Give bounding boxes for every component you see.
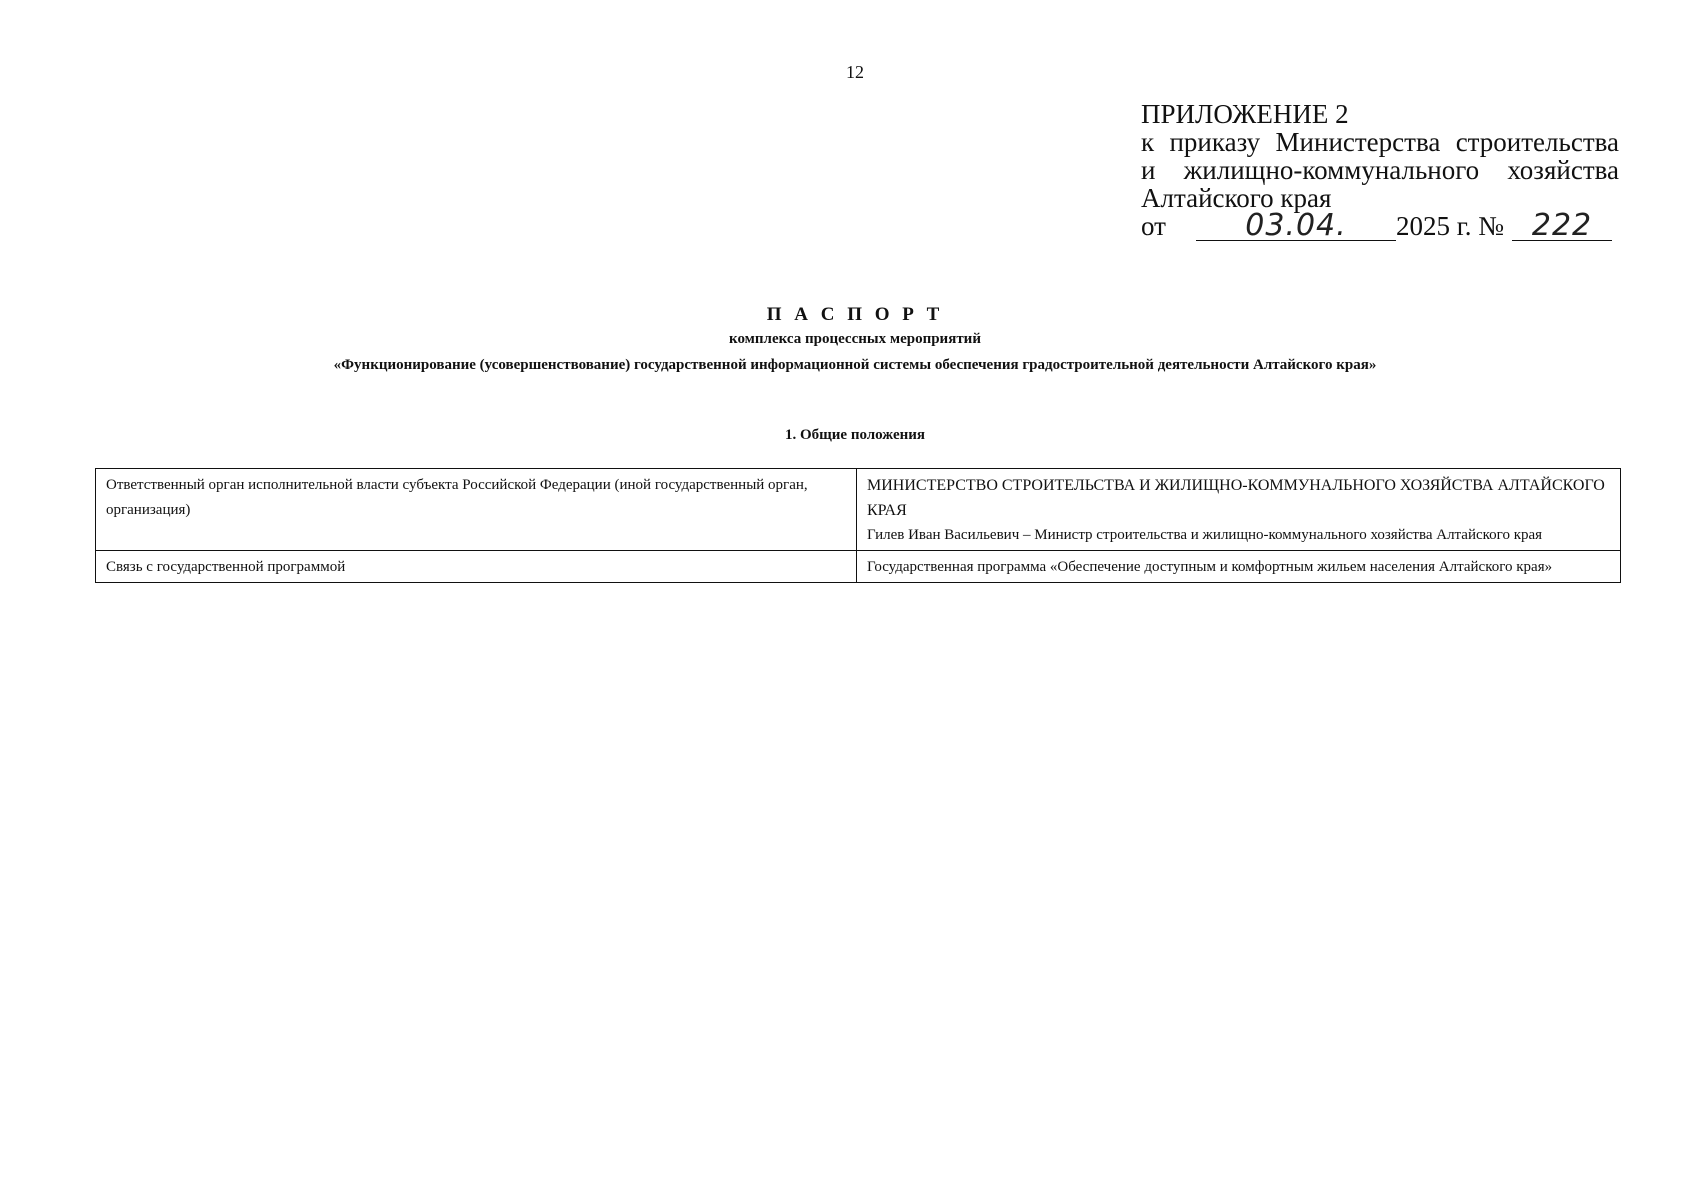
passport-subtitle: комплекса процессных мероприятий xyxy=(729,331,981,347)
table-row xyxy=(96,551,1621,583)
appendix-line-1: к приказу Министерства строительства xyxy=(1141,127,1619,157)
year-and-number-label: 2025 г. № xyxy=(1395,211,1504,241)
row-label: Связь с государственной программой xyxy=(106,559,346,575)
appendix-title: ПРИЛОЖЕНИЕ 2 xyxy=(1141,99,1349,129)
general-provisions-table xyxy=(95,468,1621,583)
appendix-block xyxy=(1141,100,1619,241)
table-cell-label xyxy=(96,469,857,551)
row-value-main: МИНИСТЕРСТВО СТРОИТЕЛЬСТВА И ЖИЛИЩНО-КОММУНАЛЬНОГО ХОЗЯЙСТВА АЛТАЙСКОГО КРАЯ xyxy=(867,477,1605,519)
section-title: 1. Общие положения xyxy=(784,427,926,443)
row-value-main: Государственная программа «Обеспечение доступным и комфортным жильем населения Алтайского края» xyxy=(867,559,1553,575)
appendix-line-3: Алтайского края xyxy=(1141,183,1332,213)
passport-title: П А С П О Р Т xyxy=(766,304,944,325)
handwritten-order-number: 222 xyxy=(1512,212,1612,241)
page-number: 12 xyxy=(846,62,864,82)
table-cell-value xyxy=(857,551,1621,583)
table-cell-label xyxy=(96,551,857,583)
appendix-line-2: и жилищно-коммунального хозяйства xyxy=(1141,155,1619,185)
handwritten-date: 03.04. xyxy=(1196,212,1396,241)
date-prefix: от xyxy=(1141,211,1166,241)
order-date-line xyxy=(1141,208,1619,243)
row-label: Ответственный орган исполнительной власти субъекта Российской Федерации (иной государственный орган, организация) xyxy=(106,477,808,518)
table-cell-value xyxy=(857,469,1621,551)
row-value-sub: Гилев Иван Васильевич – Министр строительства и жилищно-коммунального хозяйства Алтайского края xyxy=(867,527,1543,543)
passport-name: «Функционирование (усовершенствование) государственной информационной системы обеспечения градостроительной деятельности Алтайского края» xyxy=(333,357,1377,373)
table-row xyxy=(96,469,1621,551)
passport-title-block xyxy=(0,304,1697,374)
